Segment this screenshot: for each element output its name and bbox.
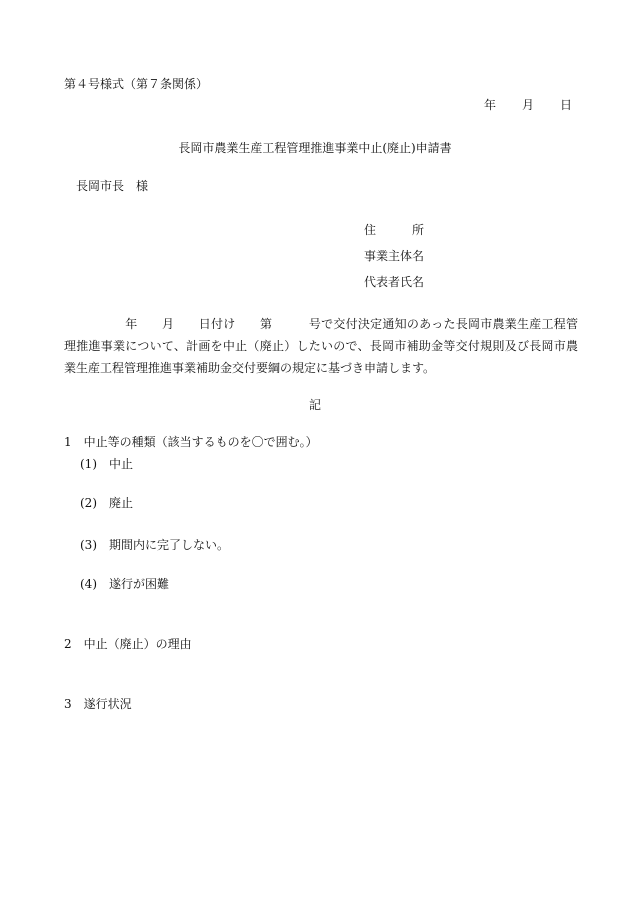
option-abolish: (2) 廃止 <box>80 496 133 510</box>
representative-name-label: 代表者氏名 <box>364 275 425 289</box>
section-reason: 2 中止（廃止）の理由 <box>64 637 192 651</box>
application-body: 年 月 日付け 第 号で交付決定通知のあった長岡市農業生産工程管理推進事業について、計画を中止（廃止）したいので、長岡市補助金等交付規則及び長岡市農業生産工程管理推進事業補助金交付要綱の規定に基づき申請します。 <box>64 317 578 375</box>
address-label: 住 所 <box>364 223 425 237</box>
date-day: 日 <box>559 98 572 112</box>
section-progress: 3 遂行状況 <box>64 697 132 711</box>
date-year: 年 <box>483 98 496 112</box>
document-title: 長岡市農業生産工程管理推進事業中止(廃止)申請書 <box>178 141 452 155</box>
date-line <box>484 97 572 113</box>
date-month: 月 <box>521 98 534 112</box>
ki-marker: 記 <box>308 398 321 412</box>
option-difficult: (4) 遂行が困難 <box>80 577 169 591</box>
form-number: 第４号様式（第７条関係） <box>64 77 209 91</box>
entity-name-label: 事業主体名 <box>364 249 425 263</box>
section-cancel-type: 1 中止等の種類（該当するものを〇で囲む。） <box>64 435 318 449</box>
addressee: 長岡市長 様 <box>76 179 149 193</box>
option-not-complete: (3) 期間内に完了しない。 <box>80 538 229 552</box>
option-cancel: (1) 中止 <box>80 457 133 471</box>
